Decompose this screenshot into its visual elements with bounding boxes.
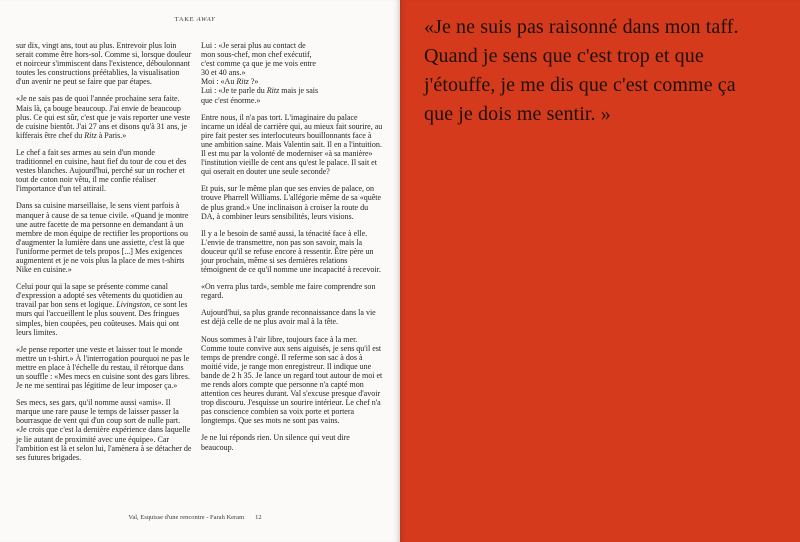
paragraph: Et puis, sur le même plan que ses envies de palace, on trouve Pharrell Williams. L'allégorie même de sa «quête de plus grand.» Une inclinaison à croiser la route du DA, à combiner leurs sensibilités, leurs visions. bbox=[201, 184, 382, 221]
paragraph: Entre nous, il n'a pas tort. L'imaginaire du palace incarne un idéal de carrière qui, au mieux fait sourire, au pire fait pester ses interlocuteurs bouillonnants face à une ambition saine. Mais Valentin sait. Il en a l'intuition. Il est mu par la volonté de moderniser «à sa manière» l'institution vieille de cent ans qu'est le palace. Il sait et qui oserait en douter une seule seconde? bbox=[201, 112, 383, 177]
article-credit: Val, Esquisse d'une rencontre - Farah Keram bbox=[128, 514, 245, 521]
paragraph: «Je ne sais pas de quoi l'année prochaine sera faite. Mais là, ça bouge beaucoup. J'ai envie de beaucoup plus. Ce qui est sûr, c'est que je vais reporter une veste de cuisine bientôt. J'ai 27 ans et disons qu'à 31 ans, je kifferais être chef du Ritz à Paris.» bbox=[16, 94, 191, 140]
paragraph: Celui pour qui la sape se présente comme canal d'expression a adopté ses vêtements du quotidien au travail par bon sens et logique. Livingston, ce sont les murs qui l'accueillent le plus souvent. Des fringues simples, bien coupées, peu coûteuses. Mais qui ont leurs limites. bbox=[16, 282, 188, 337]
page-number: 12 bbox=[255, 514, 262, 521]
paragraph: Lui : «Je serai plus au contact de mon sous-chef, mon chef exécutif, c'est comme ça que je me vois entre 30 et 40 ans.» Moi : «Au Ritz ?» Lui : «Je te parle du Ritz mais je sais que c'est énorme.» bbox=[201, 41, 319, 105]
pull-quote: «Je ne suis pas raisonné dans mon taff. Quand je sens que c'est trop et que j'étouffe, je me dis que c'est comme ça que je dois me sentir. » bbox=[424, 16, 739, 125]
article-column-1 bbox=[16, 41, 192, 470]
paragraph: Je ne lui réponds rien. Un silence qui veut dire beaucoup. bbox=[201, 433, 350, 452]
paragraph: Il y a le besoin de santé aussi, la ténacité face à elle. L'envie de transmettre, non pas son savoir, mais la douceur qu'il se refuse encore à ressentir. Être père un jour prochain, même si ses dernières relations témoignent de ce qu'il nomme une incapacité à recevoir. bbox=[201, 228, 381, 275]
article-column-2 bbox=[201, 41, 383, 460]
paragraph: Dans sa cuisine marseillaise, le sens vient parfois à manquer à cause de sa tenue civile. «Quand je montre une autre facette de ma personne en demandant à un membre de mon équipe de rectifier les proportions ou d'augmenter la lumière dans une assiette, c'est là que l'uniforme permet de tels propos [...] Mes exigences augmentent et je ne vois plus la place de mes t-shirts Nike en cuisine.» bbox=[16, 201, 189, 275]
running-head: TAKE AWAY bbox=[174, 16, 216, 23]
paragraph: «On verra plus tard», semble me faire comprendre son regard. bbox=[201, 282, 376, 301]
paragraph: Nous sommes à l'air libre, toujours face à la mer. Comme toute convive aux sens aiguisés, je sens qu'il est temps de prendre congé. Il referme son sac à dos à moitié vide, je range mon enregistreur. Il indique une bande de 2 h 35. Je lance un regard tout autour de moi et me rends alors compte que personne n'a capté mon attention ces heures durant. Val s'excuse presque d'avoir trop discouru. J'esquisse un sourire intérieur. Le chef n'a pas conscience combien sa voix porte et portera longtemps. Que ses mots ne sont pas vains. bbox=[201, 334, 383, 426]
paragraph: Ses mecs, ses gars, qu'il nomme aussi «amis». Il marque une rare pause le temps de laisser passer la bourrasque de vent qui d'un coup sort de nulle part. «Je crois que c'est la dernière expérience dans laquelle je lie autant de proximité avec une équipe». Car l'ambition est là et selon lui, l'amènera à se détacher de ses futures brigades. bbox=[16, 398, 192, 462]
quote-page bbox=[400, 0, 800, 542]
paragraph: «Je pense reporter une veste et laisser tout le monde mettre un t-shirt.» À l'interrogation pourquoi ne pas le mettre en place à l'échelle du restau, il rétorque dans un souffle : «Mes mecs en cuisine sont des gars libres. Je ne me sentirai pas légitime de leur imposer ça.» bbox=[16, 344, 190, 391]
paragraph: sur dix, vingt ans, tout au plus. Entrevoir plus loin serait comme être hors-sol. Comme si, lorsque douleur et noirceur s'immiscent dans l'existence, déboulonnant toutes les constructions préétablies, la visualisation d'un avenir ne peut se faire que par étapes. bbox=[16, 41, 192, 87]
page-footer bbox=[0, 514, 390, 521]
paragraph: Aujourd'hui, sa plus grande reconnaissance dans la vie est déjà celle de ne plus avoir mal à la tête. bbox=[201, 308, 376, 327]
paragraph: Le chef a fait ses armes au sein d'un monde traditionnel en cuisine, haut fief du tour de cou et des vestes blanches. Aujourd'hui, perché sur un rocher et tout de coton noir vêtu, il me confie réaliser l'importance d'un tel attirail. bbox=[16, 147, 187, 194]
